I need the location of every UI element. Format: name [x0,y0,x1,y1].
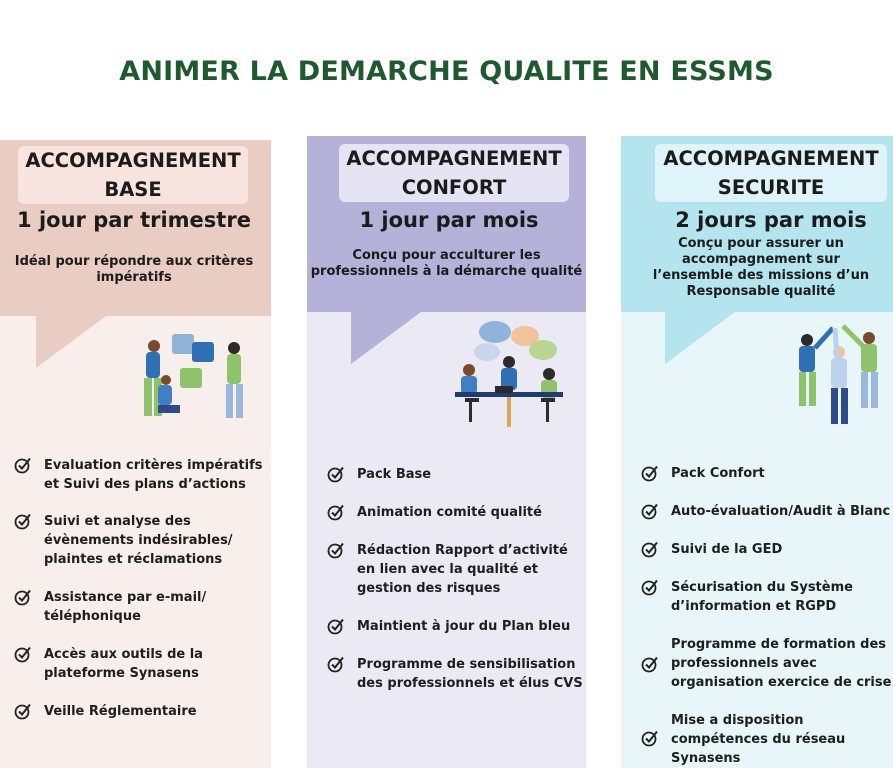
check-circle-icon [327,465,345,483]
feature-line: Programme de sensibilisation [357,657,576,672]
feature-line: gestion des risques [357,581,501,596]
check-circle-icon [641,502,659,520]
feature-label [671,635,891,692]
feature-line: des professionnels et élus CVS [357,676,583,691]
feature-line: Suivi et analyse des [44,514,191,529]
team-meeting-illustration [447,318,572,434]
feature-line: professionnels avec [671,656,817,671]
feature-line: Synasens [671,751,741,766]
check-circle-icon [14,512,32,530]
description-line: impératifs [96,270,172,285]
feature-item [14,512,264,569]
feature-label [44,645,203,683]
feature-item [327,617,583,636]
feature-line: Pack Confort [671,466,765,481]
feature-line: téléphonique [44,609,141,624]
feature-line: en lien avec la qualité et [357,562,538,577]
feature-item [641,502,893,521]
feature-line: Animation comité qualité [357,505,542,520]
plan-frequency: 1 jour par mois [359,208,539,232]
check-circle-icon [641,540,659,558]
plan-title-line1: ACCOMPAGNEMENT [25,149,241,172]
feature-label [671,502,890,521]
check-circle-icon [641,578,659,596]
check-circle-icon [327,655,345,673]
feature-line: Auto-évaluation/Audit à Blanc [671,504,891,519]
plan-title-line1: ACCOMPAGNEMENT [346,147,562,170]
plan-frequency: 1 jour par trimestre [17,208,251,232]
description-line: Conçu pour assurer un [678,236,844,251]
page-title: ANIMER LA DEMARCHE QUALITE EN ESSMS [119,56,774,87]
feature-line: Accès aux outils de la [44,647,203,662]
puzzle-team-illustration [128,328,258,428]
feature-line: Mise a disposition [671,713,804,728]
check-circle-icon [14,702,32,720]
speech-tail [351,312,421,364]
feature-label [357,617,570,636]
speech-tail [36,316,106,368]
feature-line: d’information et RGPD [671,599,837,614]
feature-label [671,540,782,559]
feature-item [327,503,583,522]
plan-title-pill [655,144,887,202]
feature-item [641,578,893,616]
feature-item [327,465,583,484]
description-line: Responsable qualité [686,284,836,299]
feature-label [357,655,583,693]
description-line: l’ensemble des missions d’un [652,268,870,283]
feature-line: Sécurisation du Système [671,580,853,595]
check-circle-icon [14,456,32,474]
check-circle-icon [327,503,345,521]
check-circle-icon [641,464,659,482]
description-line: Conçu pour acculturer les [352,248,541,263]
feature-line: Suivi de la GED [671,542,783,557]
check-circle-icon [641,655,659,673]
feature-line: évènements indésirables/ [44,533,233,548]
feature-line: plateforme Synasens [44,666,199,681]
check-circle-icon [641,729,659,747]
feature-line: Evaluation critères impératifs [44,458,263,473]
check-circle-icon [327,541,345,559]
feature-line: Veille Réglementaire [44,704,197,719]
feature-line: plaintes et réclamations [44,552,223,567]
feature-item [641,540,893,559]
feature-line: Pack Base [357,467,432,482]
plan-title-line2: CONFORT [401,176,507,199]
feature-line: Rédaction Rapport d’activité [357,543,568,558]
speech-tail [665,312,735,364]
check-circle-icon [14,645,32,663]
feature-label [44,588,206,626]
feature-label [671,464,765,483]
plan-title-line1: ACCOMPAGNEMENT [663,147,879,170]
description-line: professionnels à la démarche qualité [310,264,583,279]
feature-item [14,588,264,626]
feature-label [357,503,542,522]
check-circle-icon [14,588,32,606]
feature-line: Maintient à jour du Plan bleu [357,619,571,634]
feature-line: organisation exercice de crise [671,675,892,690]
feature-label [44,702,197,721]
feature-item [14,645,264,683]
column-base [0,0,271,768]
feature-line: et Suivi des plans d’actions [44,477,246,492]
feature-item [641,464,893,483]
feature-label [671,578,853,616]
feature-line: Programme de formation des [671,637,887,652]
feature-item [641,635,893,692]
feature-label [44,512,233,569]
feature-item [14,456,264,494]
plan-title-line2: BASE [104,178,162,201]
plan-title-pill [18,146,248,204]
plan-frequency: 2 jours par mois [675,208,867,232]
plan-description [641,236,881,300]
feature-item [327,541,583,598]
description-line: Idéal pour répondre aux critères [14,254,254,269]
feature-label [357,465,431,484]
column-securite [621,0,893,768]
feature-item [14,702,264,721]
plan-title-pill [339,144,569,202]
team-celebration-illustration [781,320,893,432]
column-confort [307,0,586,768]
feature-label [357,541,568,598]
plan-description [307,248,586,280]
feature-line: Assistance par e-mail/ [44,590,207,605]
feature-line: compétences du réseau [671,732,846,747]
feature-label [671,711,845,768]
description-line: accompagnement sur [682,252,840,267]
feature-item [641,711,893,768]
plan-description [0,254,268,286]
feature-item [327,655,583,693]
check-circle-icon [327,617,345,635]
feature-label [44,456,262,494]
plan-title-line2: SECURITE [717,176,825,199]
